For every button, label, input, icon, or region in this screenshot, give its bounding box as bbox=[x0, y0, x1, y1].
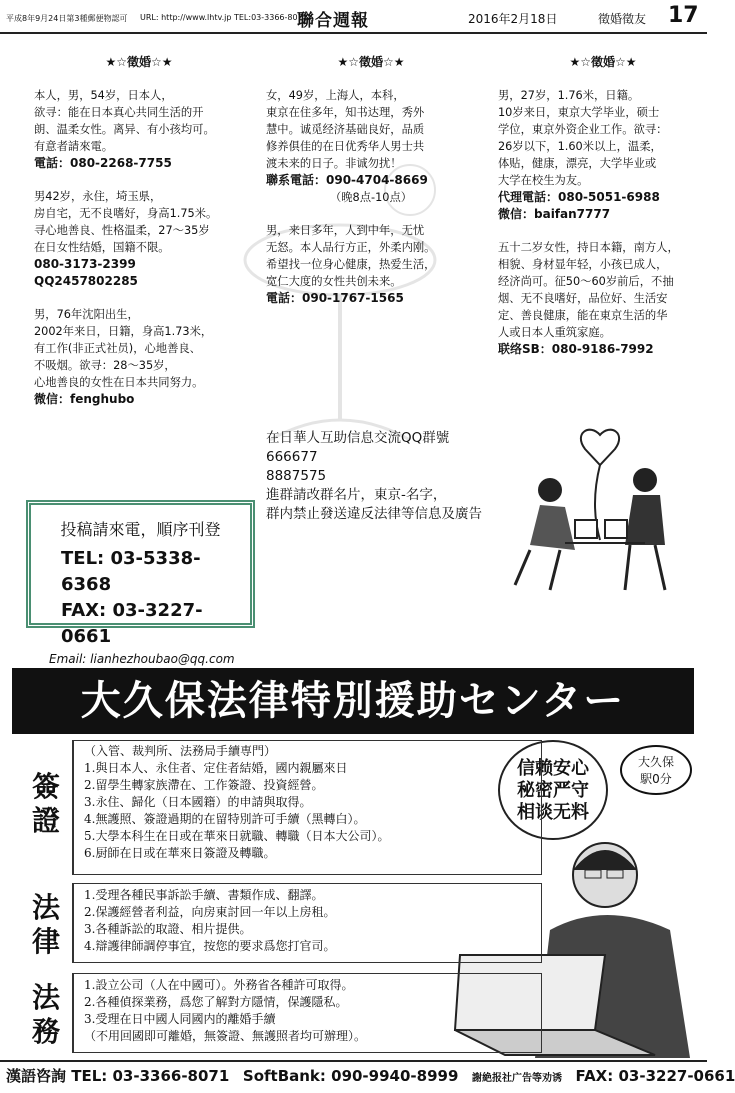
page-header bbox=[0, 0, 707, 34]
ad-line: 渡未来的日子。非诚勿扰！ bbox=[266, 157, 402, 170]
contact-email: Email: lianhezhoubao@qq.com bbox=[49, 652, 235, 666]
ad-line: 男，76年沈阳出生， bbox=[34, 308, 139, 321]
visa-item: 5.大學本科生在日或在華來日就職、轉職（日本大公司）。 bbox=[84, 829, 390, 843]
legal-affairs-item: （不用回國即可離婚，無簽證、無護照者均可辦理）。 bbox=[84, 1029, 367, 1043]
bubble-line: 秘密严守 bbox=[517, 780, 589, 801]
ad-wechat: 微信：fenghubo bbox=[34, 392, 135, 406]
ad-line: 五十二岁女性，持日本籍，南方人， bbox=[498, 241, 679, 254]
visa-section bbox=[20, 740, 475, 875]
ad-line: 定、善良健康，能在東京生活的华 bbox=[498, 309, 668, 322]
ad-line: 大学在校生为友。 bbox=[498, 174, 589, 187]
qq-line: 進群請改群名片，東京-名字， bbox=[266, 487, 447, 503]
contact-tel: TEL: 03-5338-6368 bbox=[61, 548, 201, 595]
legal-affairs-list bbox=[72, 973, 542, 1053]
issue-date: 2016年2月18日 bbox=[468, 12, 558, 26]
ad-phone: 代理電話：080-5051-6988 bbox=[498, 190, 660, 204]
couple-illustration bbox=[505, 425, 691, 595]
permit-text: 平成8年9月24日第3種郵便物認可 bbox=[6, 14, 128, 23]
ad-line: 不吸烟。欲寻：28～35岁， bbox=[34, 359, 176, 372]
visa-item: 6.厨師在日或在華來日簽證及轉職。 bbox=[84, 846, 276, 860]
legal-affairs-label: 法務 bbox=[31, 981, 60, 1048]
ad-line: 宽仁大度的女性共创未来。 bbox=[266, 275, 402, 288]
law-item: 3.各種訴訟的取證、相片提供。 bbox=[84, 922, 252, 936]
ad-line: 10岁来日，東京大学毕业，硕士 bbox=[498, 106, 660, 119]
ad-wechat: 微信：baifan7777 bbox=[498, 207, 611, 221]
consult-phone: 漢語咨詢 TEL: 03-3366-8071 bbox=[6, 1067, 230, 1085]
notice-text: 謝絶报社广告等劝诱 bbox=[471, 1073, 562, 1084]
visa-item: 4.無護照、簽證過期的在留特別許可手續（黑轉白）。 bbox=[84, 812, 366, 826]
ad-line: 心地善良的女性在日本共同努力。 bbox=[34, 376, 204, 389]
ad-phone: 電話：080-2268-7755 bbox=[34, 156, 172, 170]
legal-affairs-item: 3.受理在日中國人同國内的離婚手續 bbox=[84, 1012, 276, 1026]
ad-line: 房自宅，无不良嗜好，身高1.75米。 bbox=[34, 207, 218, 220]
ad-2-2 bbox=[266, 222, 476, 307]
law-label: 法律 bbox=[31, 891, 60, 958]
ad-line: 東京在住多年，知书达理，秀外 bbox=[266, 106, 425, 119]
page-number: 17 bbox=[668, 3, 699, 28]
ad-line: 学位，東京外资企业工作。欲寻： bbox=[498, 123, 668, 136]
ad-2-1 bbox=[266, 87, 476, 206]
visa-item: （入管、裁判所、法務局手續専門） bbox=[84, 744, 277, 758]
ad-line: 人或日本人重筑家庭。 bbox=[498, 326, 611, 339]
ad-line: 在日女性结婚，国籍不限。 bbox=[34, 241, 170, 254]
ad-phone: 联络SB：080-9186-7992 bbox=[498, 342, 654, 356]
ad-note: （晚8点-10点） bbox=[329, 191, 413, 204]
ad-1-3 bbox=[34, 306, 244, 408]
column-title: ★☆徵婚☆★ bbox=[337, 55, 405, 69]
ad-line: 有工作(非正式社员)，心地善良、 bbox=[34, 342, 201, 355]
ad-line: 本人，男，54岁，日本人， bbox=[34, 89, 173, 102]
law-section bbox=[20, 883, 540, 963]
ad-line: 烟、无不良嗜好，品位好、生活安 bbox=[498, 292, 668, 305]
column-1 bbox=[34, 54, 244, 424]
ad-line: 欲寻：能在日本真心共同生活的开 bbox=[34, 106, 204, 119]
qq-line: 在日華人互助信息交流QQ群號 bbox=[266, 430, 450, 446]
law-item: 1.受理各種民事訴訟手續、書類作成、翻譯。 bbox=[84, 888, 324, 902]
ad-phone: 聯系電話：090-4704-8669 bbox=[266, 173, 428, 187]
ad-line: 寻心地善良、性格温柔，27～35岁 bbox=[34, 224, 210, 237]
visa-item: 2.留學生轉家族滯在、工作簽證、投資經營。 bbox=[84, 778, 324, 792]
visa-item: 1.與日本人、永住者、定住者結婚，國内親屬來日 bbox=[84, 761, 348, 775]
submission-contact-box bbox=[26, 500, 255, 666]
qq-number: 666677 bbox=[266, 449, 318, 465]
ad-line: 无怒。本人品行方正，外柔内刚。 bbox=[266, 241, 436, 254]
ad-line: 体贴，健康，漂亮，大学毕业或 bbox=[498, 157, 657, 170]
ad-line: 男，来日多年，人到中年，无忧 bbox=[266, 224, 425, 237]
badge-line: 駅0分 bbox=[640, 772, 672, 786]
contact-fax: FAX: 03-3227-0661 bbox=[61, 600, 203, 647]
visa-item: 3.永住、歸化（日本國籍）的申請與取得。 bbox=[84, 795, 312, 809]
law-item: 4.辯護律師調停事宜，按您的要求爲您打官司。 bbox=[84, 939, 336, 953]
ad-line: 女，49岁，上海人，本科， bbox=[266, 89, 405, 102]
bubble-line: 相谈无料 bbox=[517, 802, 589, 823]
ad-line: 有意者請來電。 bbox=[34, 140, 114, 153]
column-title: ★☆徵婚☆★ bbox=[105, 55, 173, 69]
visa-label: 簽證 bbox=[31, 770, 60, 837]
ad-line: 修养俱佳的在日优秀华人男士共 bbox=[266, 140, 425, 153]
qq-group-info bbox=[266, 429, 482, 524]
ad-line: 男42岁，永住，埼玉県， bbox=[34, 190, 162, 203]
ad-line: 2002年来日，日籍，身高1.73米， bbox=[34, 325, 213, 338]
ad-phone: 電話：090-1767-1565 bbox=[266, 291, 404, 305]
qq-number: 8887575 bbox=[266, 468, 327, 484]
ad-qq: QQ2457802285 bbox=[34, 274, 138, 288]
footer-fax: FAX: 03-3227-0661 bbox=[575, 1067, 735, 1085]
section-title: 徵婚徵友 bbox=[598, 12, 647, 26]
ad-3-2 bbox=[498, 239, 708, 358]
page-footer bbox=[0, 1060, 735, 1091]
qq-line: 群内禁止發送違反法律等信息及廣告 bbox=[266, 506, 482, 522]
softbank-phone: SoftBank: 090-9940-8999 bbox=[242, 1067, 459, 1085]
law-item: 2.保護經營者利益，向房東討回一年以上房租。 bbox=[84, 905, 336, 919]
law-list bbox=[72, 883, 542, 963]
contact-title: 投稿請來電，順序刊登 bbox=[60, 520, 221, 539]
legal-affairs-section bbox=[20, 973, 540, 1053]
column-title: ★☆徵婚☆★ bbox=[569, 55, 637, 69]
legal-center-banner: 大久保法律特別援助センター bbox=[12, 668, 694, 734]
ad-1-1 bbox=[34, 87, 244, 172]
ad-line: 相貌、身材显年轻，小孩已成人， bbox=[498, 258, 668, 271]
ad-3-1 bbox=[498, 87, 708, 223]
column-3 bbox=[498, 54, 708, 374]
visa-list bbox=[72, 740, 542, 875]
ad-phone: 080-3173-2399 bbox=[34, 257, 136, 271]
station-badge bbox=[620, 745, 692, 795]
ad-line: 经济尚可。征50～60岁前后，不抽 bbox=[498, 275, 674, 288]
legal-affairs-item: 1.設立公司（人在中國可）。外務省各種許可取得。 bbox=[84, 978, 354, 992]
ad-line: 希望找一位身心健康，热爱生活， bbox=[266, 258, 436, 271]
column-2 bbox=[266, 54, 476, 323]
ad-line: 男，27岁，1.76米，日籍。 bbox=[498, 89, 640, 102]
bubble-line: 信赖安心 bbox=[517, 758, 589, 779]
paper-title: 聯合週報 bbox=[297, 11, 369, 31]
badge-line: 大久保 bbox=[637, 755, 674, 769]
ad-line: 26岁以下，1.60米以上，温柔， bbox=[498, 140, 662, 153]
legal-affairs-item: 2.各種偵探業務，爲您了解對方隱情，保護隱私。 bbox=[84, 995, 348, 1009]
ad-line: 慧中。诚觅经济基础良好，品质 bbox=[266, 123, 425, 136]
ad-1-2 bbox=[34, 188, 244, 290]
url-text: URL: http://www.lhtv.jp TEL:03-3366-8071 bbox=[140, 13, 308, 22]
ad-line: 朗、温柔女性。离异、有小孩均可。 bbox=[34, 123, 215, 136]
